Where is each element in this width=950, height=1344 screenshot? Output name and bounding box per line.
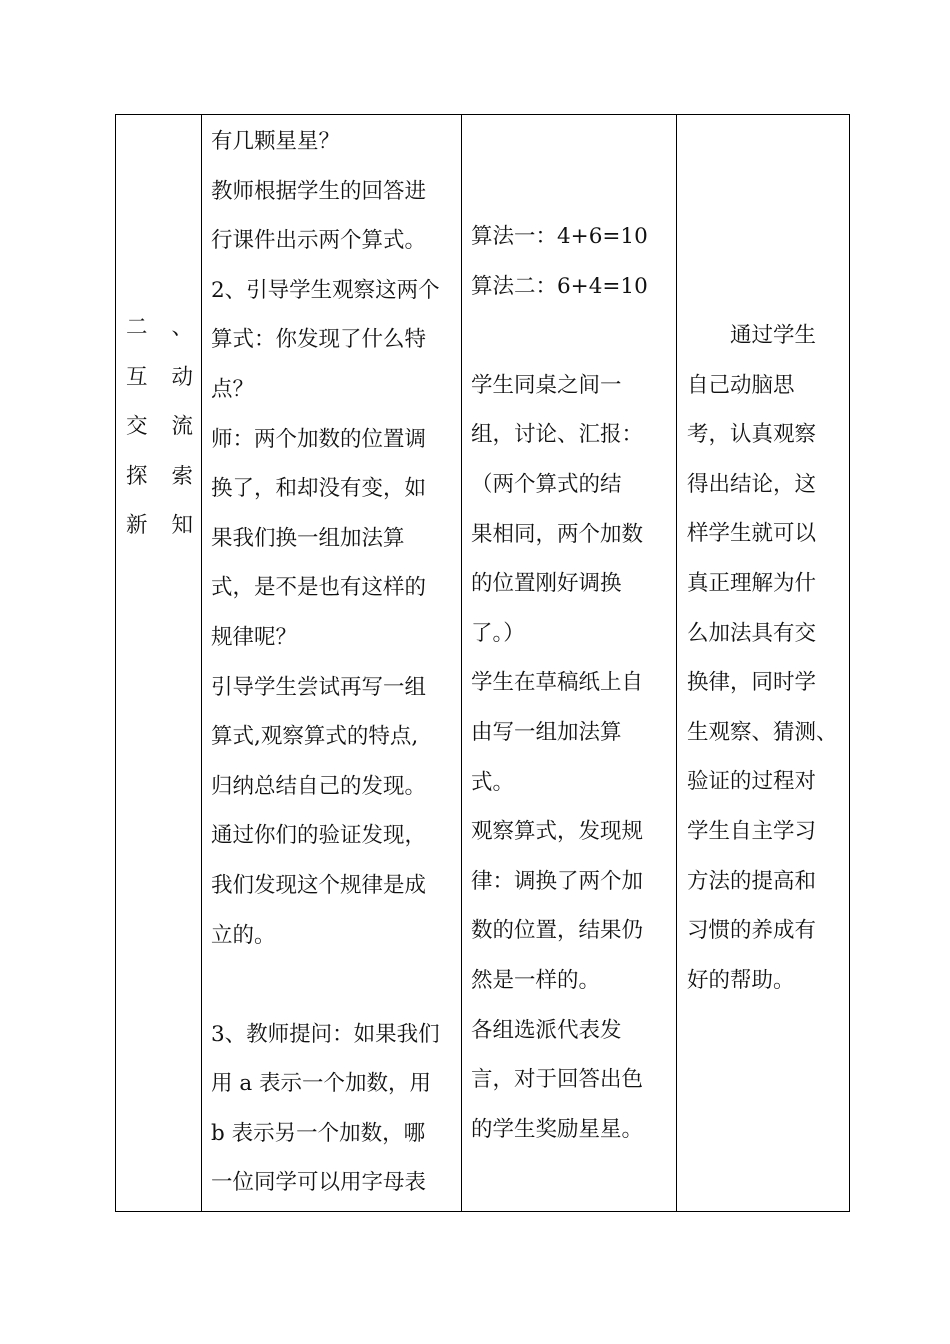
- teacher-line: b 表示另一个加数，哪: [211, 1120, 426, 1146]
- blank-line: [211, 960, 453, 1010]
- stage-line: 新 知: [126, 513, 193, 539]
- teacher-activity-cell: [202, 115, 462, 1212]
- student-line: 学生同桌之间一: [471, 372, 622, 398]
- teacher-line: 我们发现这个规律是成: [211, 872, 427, 898]
- student-line: 学生在草稿纸上自: [471, 670, 644, 696]
- teacher-line: 通过你们的验证发现，: [211, 823, 427, 849]
- intent-line: 学生自主学习: [687, 818, 817, 844]
- stage-cell: [116, 115, 202, 1212]
- student-line: 算法二：6+4=10: [471, 273, 648, 299]
- student-line: 的学生奖励星星。: [471, 1116, 644, 1142]
- teacher-line: 点？: [211, 376, 255, 402]
- teacher-line: 归纳总结自己的发现。: [211, 773, 427, 799]
- student-line: 的位置刚好调换: [471, 571, 622, 597]
- intent-line: 自己动脑思: [687, 372, 795, 398]
- intent-line: 换律，同时学: [687, 670, 817, 696]
- intent-line: 好的帮助。: [687, 967, 795, 993]
- intent-line: 真正理解为什: [687, 570, 817, 596]
- teacher-line: 一位同学可以用字母表: [211, 1170, 427, 1196]
- design-intent-cell: [677, 115, 850, 1212]
- teacher-line: 换了，和却没有变，如: [211, 476, 427, 502]
- teacher-line: 式，是不是也有这样的: [211, 575, 427, 601]
- student-line: 数的位置，结果仍: [471, 918, 644, 944]
- student-activity-cell: [462, 115, 677, 1212]
- teacher-line: 用 a 表示一个加数，用: [211, 1071, 431, 1097]
- student-line: 算法一：4+6=10: [471, 224, 648, 249]
- intent-line: 么加法具有交: [687, 620, 817, 646]
- student-line: 律：调换了两个加: [471, 868, 644, 894]
- teacher-line: 行课件出示两个算式。: [211, 228, 427, 254]
- stage-line: 探 索: [126, 463, 193, 489]
- teacher-line: 果我们换一组加法算: [211, 525, 405, 551]
- student-line: （两个算式的结: [471, 471, 622, 497]
- stage-line: 互 动: [126, 364, 193, 390]
- teacher-line: 教师根据学生的回答进: [211, 178, 427, 204]
- teacher-line: 规律呢？: [211, 624, 298, 650]
- teacher-line: 立的。: [211, 922, 276, 948]
- teacher-line: 引导学生尝试再写一组: [211, 674, 427, 700]
- intent-line: 习惯的养成有: [687, 918, 817, 944]
- student-line: 式。: [471, 769, 515, 795]
- student-line: 然是一样的。: [471, 967, 601, 993]
- intent-line: 方法的提高和: [687, 868, 817, 894]
- intent-line: 验证的过程对: [687, 769, 817, 795]
- teacher-line: 3、教师提问：如果我们: [211, 1021, 440, 1047]
- intent-line: 得出结论，这: [687, 471, 817, 497]
- stage-text: [116, 115, 201, 551]
- student-line: 各组选派代表发: [471, 1017, 622, 1043]
- teacher-line: 算式：你发现了什么特: [211, 327, 427, 353]
- design-intent-text: [677, 115, 849, 1005]
- teacher-line: 2、引导学生观察这两个: [211, 277, 440, 303]
- table-row: [116, 115, 850, 1212]
- student-activity-text: [462, 115, 676, 1154]
- student-line: 果相同，两个加数: [471, 521, 644, 547]
- student-line: 了。）: [471, 620, 525, 646]
- stage-line: 交 流: [126, 414, 193, 440]
- student-line: 由写一组加法算: [471, 719, 622, 745]
- stage-line: 二 、: [126, 315, 193, 340]
- intent-line: 生观察、猜测、: [687, 719, 838, 745]
- teacher-activity-text: [202, 115, 461, 1208]
- teacher-line: 算式,观察算式的特点,: [211, 724, 419, 750]
- student-line: 组，讨论、汇报：: [471, 422, 644, 448]
- student-line: 言，对于回答出色: [471, 1067, 644, 1093]
- intent-line: 考，认真观察: [687, 422, 817, 448]
- intent-line: 样学生就可以: [687, 521, 817, 547]
- teacher-line: 师：两个加数的位置调: [211, 426, 427, 452]
- intent-line: 通过学生: [730, 323, 817, 348]
- student-line: 观察算式，发现规: [471, 819, 644, 845]
- blank-line: [471, 311, 668, 361]
- lesson-plan-table: [115, 114, 850, 1212]
- teacher-line: 有几颗星星？: [211, 129, 341, 154]
